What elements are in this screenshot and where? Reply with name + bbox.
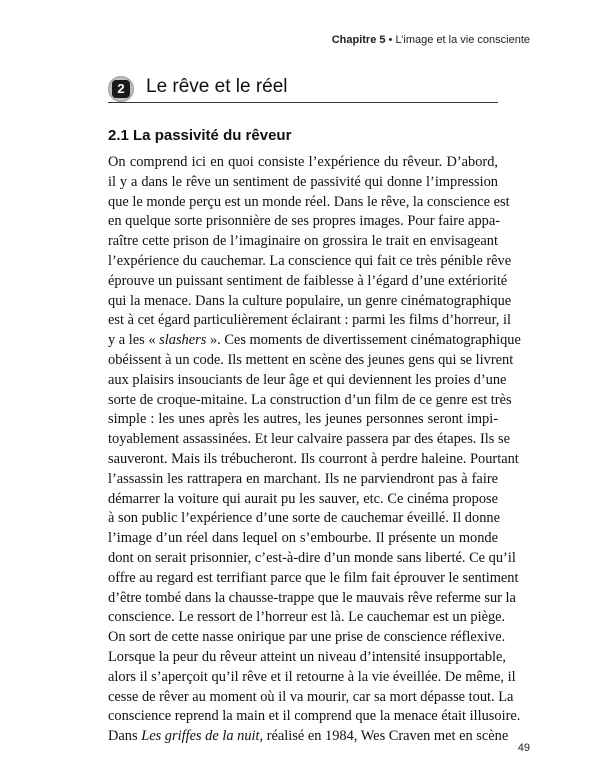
text-segment: , réalisé en 1984, Wes Craven met en scène: [259, 728, 509, 745]
text-line: [108, 668, 516, 688]
text-line: [108, 608, 506, 628]
text-segment: On sort de cette nasse onirique par une prise de conscience réflexive.: [108, 629, 506, 646]
text-segment: à son public l’expérience d’une sorte de cauchemar éveillé. Il donne: [108, 510, 500, 527]
text-line: [108, 628, 506, 648]
text-line: [108, 371, 507, 391]
text-segment: conscience reprend la main et il comprend que la menace était illusoire.: [108, 708, 521, 725]
text-line: [108, 549, 516, 569]
subsection-title: 2.1 La passivité du rêveur: [108, 127, 292, 144]
text-line: [108, 707, 521, 727]
running-header-chapter: Chapitre 5: [331, 34, 386, 46]
text-line: [108, 589, 516, 609]
running-header-title: L’image et la vie consciente: [395, 34, 530, 46]
section-number-badge: [108, 76, 134, 102]
italic-title: Les griffes de la nuit: [141, 728, 260, 745]
running-header-separator: •: [388, 34, 393, 46]
text-line: [108, 529, 498, 549]
text-line: [108, 331, 521, 351]
text-segment: l’expérience du cauchemar. La conscience qui fait ce très pénible rêve: [108, 252, 512, 269]
text-segment: éprouve un puissant sentiment de faiblesse à l’égard d’une extériorité: [108, 272, 508, 289]
section-number: 2: [112, 80, 130, 98]
text-segment: offre au regard est terrifiant parce que le film fait éprouver le sentiment: [108, 569, 519, 586]
text-segment: simple : les unes après les autres, les jeunes personnes seront impi-: [108, 411, 498, 428]
text-line: [108, 311, 511, 331]
text-segment: alors il s’aperçoit qu’il rêve et il retourne à la vie éveillée. De même, il: [108, 668, 516, 685]
text-line: [108, 430, 510, 450]
text-line: [108, 153, 498, 173]
text-line: [108, 569, 519, 589]
text-line: [108, 490, 498, 510]
text-line: [108, 252, 512, 272]
text-segment: raître cette prison de l’imaginaire on grossira le trait en envisageant: [108, 233, 498, 250]
text-line: [108, 351, 514, 371]
text-segment: conscience. Le ressort de l’horreur est là. Le cauchemar est un piège.: [108, 609, 506, 626]
section-heading: [108, 74, 498, 103]
text-segment: y a les «: [108, 332, 160, 349]
text-segment: obéissent à un code. Ils mettent en scène des jeunes gens qui se livrent: [108, 351, 514, 368]
italic-title: slashers: [159, 332, 207, 349]
text-line: [108, 470, 498, 490]
text-segment: sorte de croque-mitaine. La construction d’un film de ce genre est très: [108, 391, 512, 408]
text-line: [108, 272, 508, 292]
text-segment: dont on serait prisonnier, c’est-à-dire d’un monde sans liberté. Ce qu’il: [108, 549, 516, 566]
text-segment: Lorsque la peur du rêveur atteint un niveau d’intensité insupportable,: [108, 648, 507, 665]
text-line: [108, 410, 498, 430]
text-segment: qui la menace. Dans la culture populaire, un genre cinématographique: [108, 292, 512, 309]
text-segment: l’image d’un réel dans lequel on s’embourbe. Il présente un monde: [108, 530, 498, 547]
text-segment: ». Ces moments de divertissement cinématographique: [206, 332, 521, 349]
text-line: [108, 648, 507, 668]
text-line: [108, 450, 519, 470]
page-number: 49: [517, 742, 530, 754]
text-line: [108, 292, 512, 312]
text-segment: d’être tombé dans la chausse-trappe que le mauvais rêve referme sur la: [108, 589, 516, 606]
text-line: [108, 391, 512, 411]
text-line: [108, 232, 498, 252]
section-title: Le rêve et le réel: [146, 76, 288, 97]
text-line: [108, 212, 501, 232]
text-line: [108, 688, 514, 708]
text-line: [108, 727, 509, 747]
text-segment: en quelque sorte prisonnière de ses propres images. Pour faire appa-: [108, 213, 501, 230]
text-segment: il y a dans le rêve un sentiment de passivité qui donne l’impression: [108, 173, 498, 190]
text-segment: Dans: [108, 728, 142, 745]
text-segment: On comprend ici en quoi consiste l’expérience du rêveur. D’abord,: [108, 154, 498, 170]
body-paragraph: [108, 153, 521, 747]
running-header: [332, 34, 530, 46]
text-segment: est à cet égard particulièrement éclairant : parmi les films d’horreur, il: [108, 312, 511, 329]
text-line: [108, 509, 498, 529]
text-segment: que le monde perçu est un monde réel. Dans le rêve, la conscience est: [108, 193, 510, 210]
text-segment: sauveront. Mais ils trébucheront. Ils courront à perdre haleine. Pourtant: [108, 450, 519, 467]
text-line: [108, 173, 498, 193]
text-segment: démarrer la voiture qui aurait pu les sauver, etc. Ce cinéma propose: [108, 490, 498, 507]
text-segment: toyablement assassinées. Et leur calvaire passera par des étapes. Ils se: [108, 431, 510, 448]
text-line: [108, 193, 510, 213]
text-segment: cesse de rêver au moment où il va mourir, car sa mort dépasse tout. La: [108, 688, 514, 705]
text-segment: aux plaisirs insouciants de leur âge et qui deviennent les proies d’une: [108, 371, 507, 388]
text-segment: l’assassin les rattrapera en marchant. Ils ne parviendront pas à faire: [108, 470, 498, 487]
